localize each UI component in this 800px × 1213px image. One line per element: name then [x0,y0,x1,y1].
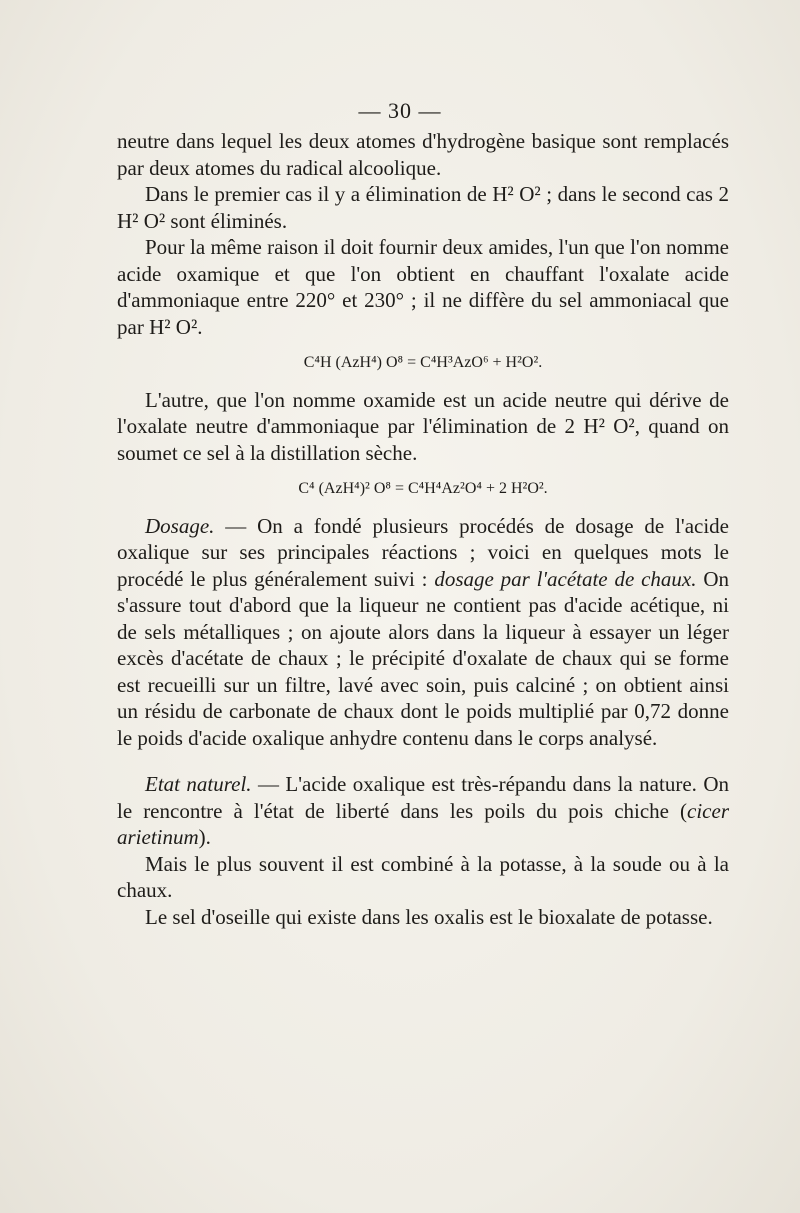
etat-naturel-heading: Etat naturel. [145,772,252,796]
paragraph-4: L'autre, que l'on nomme oxamide est un acide neutre qui dérive de l'oxalate neutre d'ammoniaque par l'élimination de 2 H² O², quand on soumet ce sel à la distillation sèche. [117,387,729,465]
latin-name: cicer arietinum [117,798,729,849]
paragraph-1: neutre dans lequel les deux atomes d'hydrogène basique sont remplacés par deux atomes du radical alcoolique. [117,129,729,180]
paragraph-etat-naturel [117,771,729,851]
formula-acide-oxamique: C⁴H (AzH⁴) O⁸ = C⁴H³AzO⁶ + H²O². [303,354,543,371]
paragraph-8: Le sel d'oseille qui existe dans les oxalis est le bioxalate de potasse. [145,904,713,929]
paragraph-dosage [117,513,729,752]
etat-naturel-text: — L'acide oxalique est très-répandu dans la nature. On le rencontre à l'état de liberté dans les poils du pois chiche ( [117,772,729,823]
dosage-rest: On s'assure tout d'abord que la liqueur ne contient pas d'acide acétique, ni de sels métalliques ; on ajoute alors dans la liqueur à essayer un léger excès d'acétate de chaux ; le précipité d'oxalate de chaux qui se forme est recueilli sur un filtre, lavé avec soin, puis calciné ; on obtient ainsi un résidu de carbonate de chaux dont le poids multiplié par 0,72 donne le poids d'acide oxalique anhydre contenu dans le corps analysé. [117,566,729,750]
body-text [117,128,729,930]
dosage-method: dosage par l'acétate de chaux. [434,566,697,591]
paragraph-2: Dans le premier cas il y a élimination de H² O² ; dans le second cas 2 H² O² sont éliminés. [117,182,729,233]
dosage-heading: Dosage. [145,513,215,538]
dosage-text: — On a fondé plusieurs procédés de dosage de l'acide oxalique sur ses principales réactions ; voici en quelques mots le procédé le plus généralement suivi : [117,513,729,591]
page-number: — 30 — [358,98,442,123]
paragraph-3: Pour la même raison il doit fournir deux amides, l'un que l'on nomme acide oxamique et que l'on obtient en chauffant l'oxalate acide d'ammoniaque entre 220° et 230° ; il ne diffère du sel ammoniacal que par H² O². [117,235,729,339]
paragraph-7: Mais le plus souvent il est combiné à la potasse, à la soude ou à la chaux. [117,851,729,902]
etat-naturel-end: ). [198,825,211,849]
formula-oxamide: C⁴ (AzH⁴)² O⁸ = C⁴H⁴Az²O⁴ + 2 H²O². [298,480,548,497]
